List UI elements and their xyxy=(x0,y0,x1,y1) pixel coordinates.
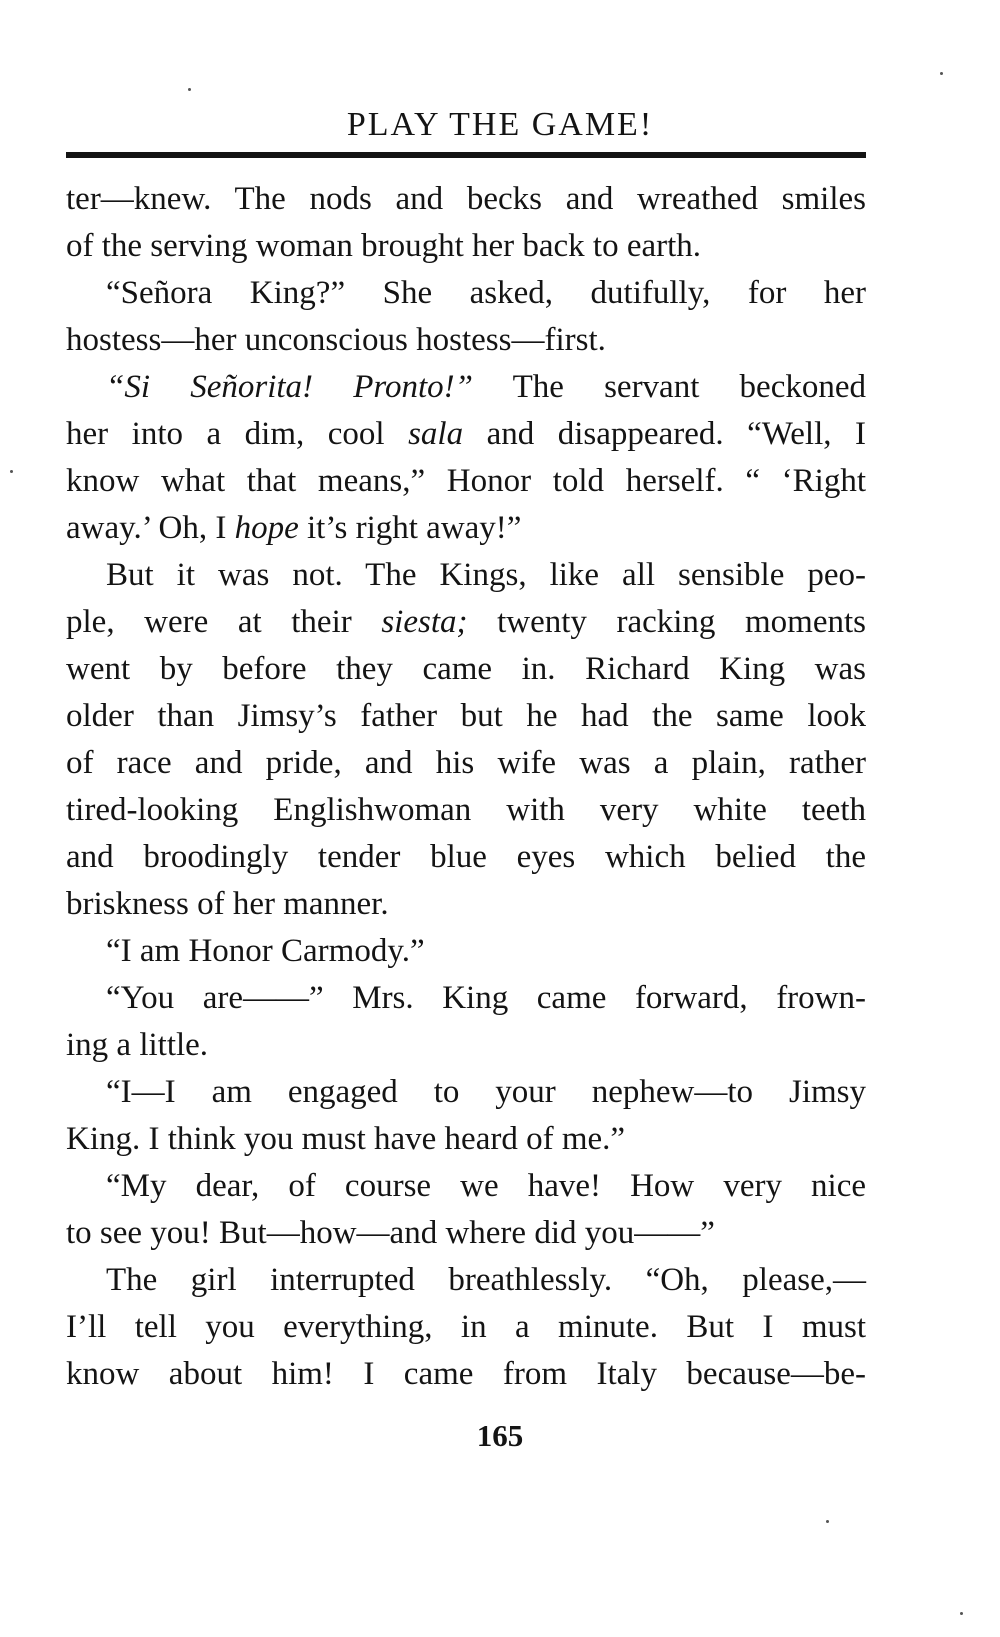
text-line xyxy=(66,270,866,317)
text-line xyxy=(66,552,866,599)
text-segment: and disappeared. “Well, I xyxy=(463,416,866,452)
text-segment: it’s right away!” xyxy=(298,510,522,546)
text-segment: The girl interrupted breathlessly. “Oh, please,— xyxy=(106,1262,866,1298)
text-line xyxy=(66,1163,866,1210)
text-segment: “I am Honor Carmody.” xyxy=(106,933,425,969)
text-segment: I’ll tell you everything, in a minute. But I must xyxy=(66,1309,866,1345)
scan-speck xyxy=(960,1612,963,1615)
text-segment: twenty racking moments xyxy=(467,604,867,640)
text-line xyxy=(66,364,866,411)
header-rule xyxy=(66,152,866,158)
italic-text: siesta; xyxy=(381,604,468,640)
text-segment: know about him! I came from Italy because—be- xyxy=(66,1356,866,1392)
text-segment: briskness of her manner. xyxy=(66,886,389,922)
text-line xyxy=(66,505,866,552)
text-segment: But it was not. The Kings, like all sensible peo- xyxy=(106,557,866,593)
text-segment: to see you! But—how—and where did you——” xyxy=(66,1215,715,1251)
text-line xyxy=(66,1351,866,1398)
text-segment: The servant beckoned xyxy=(473,369,866,405)
text-segment: “I—I am engaged to your nephew—to Jimsy xyxy=(106,1074,866,1110)
text-line xyxy=(66,1069,866,1116)
text-line xyxy=(66,1257,866,1304)
text-segment: hostess—her unconscious hostess—first. xyxy=(66,322,606,358)
text-line xyxy=(66,458,866,505)
text-line xyxy=(66,834,866,881)
scan-speck xyxy=(188,88,191,91)
text-segment: tired-looking Englishwoman with very white teeth xyxy=(66,792,866,828)
text-line xyxy=(66,881,866,928)
text-line xyxy=(66,176,866,223)
italic-text: hope xyxy=(234,510,299,546)
body-text xyxy=(66,176,866,1398)
text-line xyxy=(66,975,866,1022)
text-segment: older than Jimsy’s father but he had the same look xyxy=(66,698,866,734)
text-segment: her into a dim, cool xyxy=(66,416,409,452)
italic-text: “Si Señorita! Pronto!” xyxy=(106,369,473,405)
text-line xyxy=(66,317,866,364)
italic-text: sala xyxy=(408,416,464,452)
text-segment: “Señora King?” She asked, dutifully, for her xyxy=(106,275,866,311)
page-number: 165 xyxy=(476,1418,524,1453)
text-segment: away.’ Oh, I xyxy=(66,510,235,546)
running-head: PLAY THE GAME! xyxy=(346,106,654,143)
text-segment: ple, were at their xyxy=(66,604,382,640)
text-segment: ing a little. xyxy=(66,1027,209,1063)
text-segment: know what that means,” Honor told herself. “ ‘Right xyxy=(66,463,866,499)
text-segment: “You are——” Mrs. King came forward, frown- xyxy=(106,980,866,1016)
text-segment: ter—knew. The nods and becks and wreathed smiles xyxy=(66,181,866,217)
text-line xyxy=(66,1022,866,1069)
text-segment: of race and pride, and his wife was a plain, rather xyxy=(66,745,866,781)
scan-speck xyxy=(10,470,13,473)
text-line xyxy=(66,646,866,693)
text-line xyxy=(66,223,866,270)
text-line xyxy=(66,740,866,787)
text-line xyxy=(66,599,866,646)
scan-speck xyxy=(826,1520,829,1523)
text-segment: King. I think you must have heard of me.” xyxy=(66,1121,626,1157)
text-segment: “My dear, of course we have! How very nice xyxy=(106,1168,866,1204)
text-line xyxy=(66,411,866,458)
text-line xyxy=(66,1304,866,1351)
text-line xyxy=(66,787,866,834)
text-line xyxy=(66,693,866,740)
text-line xyxy=(66,928,866,975)
text-line xyxy=(66,1116,866,1163)
text-segment: of the serving woman brought her back to earth. xyxy=(66,228,702,264)
text-segment: and broodingly tender blue eyes which belied the xyxy=(66,839,866,875)
text-line xyxy=(66,1210,866,1257)
scan-speck xyxy=(940,72,943,75)
text-segment: went by before they came in. Richard King was xyxy=(66,651,866,687)
